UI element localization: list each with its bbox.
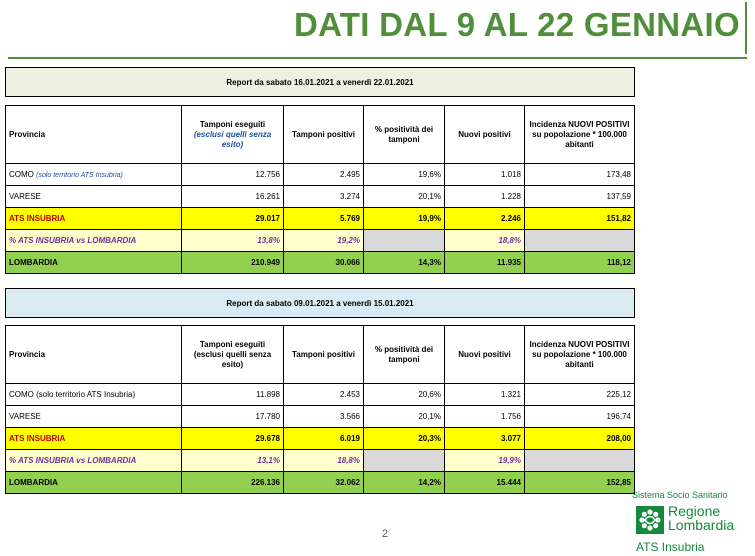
header-nuovi-positivi: Nuovi positivi	[445, 106, 525, 164]
cell-empty	[364, 450, 445, 472]
cell-eseguiti: 29.017	[182, 208, 284, 230]
cell-pct: 20,1%	[364, 186, 445, 208]
row-name: ATS INSUBRIA	[6, 428, 182, 450]
cell-positivi: 18,8%	[284, 450, 364, 472]
table-row-varese	[6, 186, 635, 208]
cell-pct: 19,9%	[364, 208, 445, 230]
title-horizontal-rule	[8, 57, 747, 59]
cell-nuovi: 15.444	[445, 472, 525, 494]
cell-positivi: 30.066	[284, 252, 364, 274]
row-name: VARESE	[6, 406, 182, 428]
cell-positivi: 2.495	[284, 164, 364, 186]
cell-pct: 14,2%	[364, 472, 445, 494]
row-name: LOMBARDIA	[6, 472, 182, 494]
header-tamponi-eseguiti	[182, 326, 284, 384]
page-title: DATI DAL 9 AL 22 GENNAIO	[293, 6, 740, 43]
logo-name-line1: Regione	[668, 503, 721, 519]
report-2-table	[5, 325, 635, 494]
table-row-lombardia	[6, 252, 635, 274]
table-row-lombardia	[6, 472, 635, 494]
table-row-varese	[6, 406, 635, 428]
cell-nuovi: 2.246	[445, 208, 525, 230]
header-tamponi-eseguiti-label: Tamponi eseguiti	[199, 339, 266, 349]
table-header-row	[6, 106, 635, 164]
table-row-share	[6, 450, 635, 472]
logo-name	[668, 504, 734, 532]
cell-eseguiti: 226.136	[182, 472, 284, 494]
header-tamponi-eseguiti-note: (esclusi quelli senza esito)	[193, 129, 272, 149]
header-positivita: % positività dei tamponi	[364, 106, 445, 164]
page-number: 2	[382, 528, 389, 540]
cell-eseguiti: 17.780	[182, 406, 284, 428]
cell-empty	[525, 230, 635, 252]
cell-incidenza: 152,85	[525, 472, 635, 494]
cell-nuovi: 1.228	[445, 186, 525, 208]
cell-incidenza: 118,12	[525, 252, 635, 274]
cell-positivi: 5.769	[284, 208, 364, 230]
table-row-como	[6, 384, 635, 406]
cell-eseguiti: 29.678	[182, 428, 284, 450]
table-row-ats-insubria	[6, 208, 635, 230]
table-row-share	[6, 230, 635, 252]
cell-pct: 20,3%	[364, 428, 445, 450]
cell-incidenza: 151,82	[525, 208, 635, 230]
cell-positivi: 3.274	[284, 186, 364, 208]
cell-eseguiti: 210.949	[182, 252, 284, 274]
rosa-camuna-icon	[636, 506, 664, 534]
header-nuovi-positivi: Nuovi positivi	[445, 326, 525, 384]
row-name: % ATS INSUBRIA vs LOMBARDIA	[6, 450, 182, 472]
header-positivita: % positività dei tamponi	[364, 326, 445, 384]
cell-eseguiti: 12.756	[182, 164, 284, 186]
cell-eseguiti: 13,1%	[182, 450, 284, 472]
cell-nuovi: 18,8%	[445, 230, 525, 252]
cell-incidenza: 225,12	[525, 384, 635, 406]
report-1-title: Report da sabato 16.01.2021 a venerdì 22.01.2021	[5, 67, 635, 97]
row-name	[6, 164, 182, 186]
header-provincia: Provincia	[6, 106, 182, 164]
row-name: % ATS INSUBRIA vs LOMBARDIA	[6, 230, 182, 252]
cell-incidenza: 173,48	[525, 164, 635, 186]
cell-positivi: 3.566	[284, 406, 364, 428]
cell-empty	[364, 230, 445, 252]
report-2-title: Report da sabato 09.01.2021 a venerdì 15.01.2021	[5, 288, 635, 318]
header-tamponi-eseguiti-note: (esclusi quelli senza esito)	[193, 349, 272, 369]
row-name-note: (solo territorio ATS Insubria)	[36, 172, 123, 179]
cell-pct: 19,6%	[364, 164, 445, 186]
header-incidenza: Incidenza NUOVI POSITIVI su popolazione * 100.000 abitanti	[525, 326, 635, 384]
cell-eseguiti: 13,8%	[182, 230, 284, 252]
cell-empty	[525, 450, 635, 472]
report-1-table	[5, 105, 635, 274]
cell-positivi: 2.453	[284, 384, 364, 406]
header-tamponi-positivi: Tamponi positivi	[284, 106, 364, 164]
regione-lombardia-logo	[616, 488, 751, 556]
header-tamponi-eseguiti	[182, 106, 284, 164]
header-tamponi-eseguiti-label: Tamponi eseguiti	[199, 119, 266, 129]
cell-pct: 20,6%	[364, 384, 445, 406]
row-name: ATS INSUBRIA	[6, 208, 182, 230]
cell-pct: 14,3%	[364, 252, 445, 274]
cell-nuovi: 1.018	[445, 164, 525, 186]
cell-incidenza: 196,74	[525, 406, 635, 428]
cell-nuovi: 11.935	[445, 252, 525, 274]
cell-eseguiti: 11.898	[182, 384, 284, 406]
row-name: COMO (solo territorio ATS Insubria)	[6, 384, 182, 406]
table-row-ats-insubria	[6, 428, 635, 450]
cell-incidenza: 137,59	[525, 186, 635, 208]
row-name-label: COMO	[9, 170, 34, 179]
cell-positivi: 32.062	[284, 472, 364, 494]
header-provincia: Provincia	[6, 326, 182, 384]
logo-tagline: Sistema Socio Sanitario	[632, 490, 728, 500]
table-row-como	[6, 164, 635, 186]
cell-nuovi: 19,9%	[445, 450, 525, 472]
header-tamponi-positivi: Tamponi positivi	[284, 326, 364, 384]
cell-positivi: 6.019	[284, 428, 364, 450]
cell-pct: 20,1%	[364, 406, 445, 428]
cell-incidenza: 208,00	[525, 428, 635, 450]
cell-positivi: 19,2%	[284, 230, 364, 252]
cell-nuovi: 1.756	[445, 406, 525, 428]
header-incidenza: Incidenza NUOVI POSITIVI su popolazione * 100.000 abitanti	[525, 106, 635, 164]
cell-nuovi: 3.077	[445, 428, 525, 450]
logo-name-line2: Lombardia	[668, 517, 735, 533]
table-header-row	[6, 326, 635, 384]
row-name: LOMBARDIA	[6, 252, 182, 274]
cell-eseguiti: 16.261	[182, 186, 284, 208]
logo-org: ATS Insubria	[636, 540, 705, 554]
cell-nuovi: 1.321	[445, 384, 525, 406]
title-vertical-rule	[745, 2, 747, 54]
row-name: VARESE	[6, 186, 182, 208]
